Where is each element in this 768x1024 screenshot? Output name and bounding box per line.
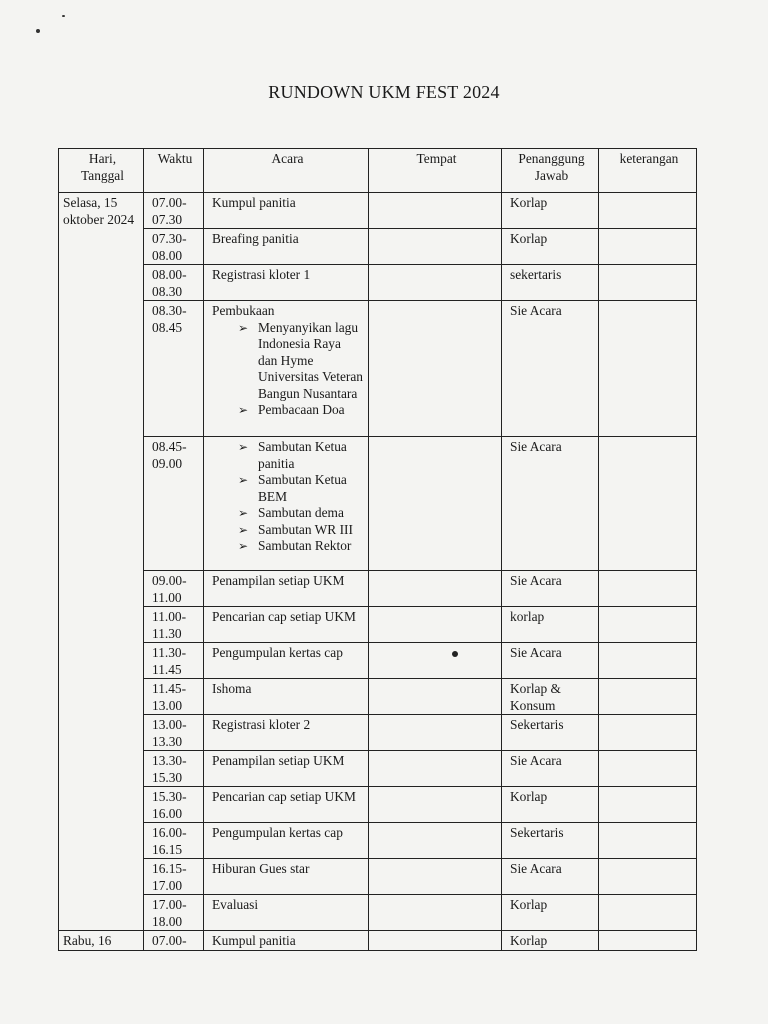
list-item: ➢ Sambutan Rektor: [238, 538, 363, 555]
table-row: [59, 643, 697, 679]
rundown-table: [58, 148, 697, 951]
waktu-cell: 11.30-11.45: [144, 643, 204, 679]
acara-cell: [204, 437, 369, 571]
table-row: [59, 931, 697, 951]
waktu-cell: 07.30-08.00: [144, 229, 204, 265]
table-row: [59, 607, 697, 643]
waktu-cell: 07.00-07.30: [144, 193, 204, 229]
acara-cell: Pengumpulan kertas cap: [204, 643, 369, 679]
acara-cell: Penampilan setiap UKM: [204, 751, 369, 787]
tempat-cell: [369, 571, 502, 607]
ink-spot: [452, 651, 458, 657]
waktu-cell: 11.00-11.30: [144, 607, 204, 643]
keterangan-cell: [599, 679, 697, 715]
waktu-cell: 13.30-15.30: [144, 751, 204, 787]
keterangan-cell: [599, 193, 697, 229]
keterangan-cell: [599, 301, 697, 437]
waktu-cell: 13.00-13.30: [144, 715, 204, 751]
keterangan-cell: [599, 787, 697, 823]
acara-cell: Pencarian cap setiap UKM: [204, 787, 369, 823]
pj-cell: Sekertaris: [502, 715, 599, 751]
tempat-cell: [369, 265, 502, 301]
table-header-row: [59, 149, 697, 193]
waktu-cell: 16.00-16.15: [144, 823, 204, 859]
keterangan-cell: [599, 437, 697, 571]
table-row: [59, 265, 697, 301]
header-hari-tanggal: Hari, Tanggal: [59, 149, 144, 193]
table-row: [59, 193, 697, 229]
tempat-cell: [369, 607, 502, 643]
waktu-cell: 17.00-18.00: [144, 895, 204, 931]
waktu-cell: 09.00-11.00: [144, 571, 204, 607]
keterangan-cell: [599, 607, 697, 643]
tempat-cell: [369, 643, 502, 679]
tempat-cell: [369, 859, 502, 895]
keterangan-cell: [599, 571, 697, 607]
table-row: [59, 787, 697, 823]
list-item: ➢ Sambutan Ketua panitia: [238, 439, 363, 472]
acara-cell: Evaluasi: [204, 895, 369, 931]
acara-cell: Penampilan setiap UKM: [204, 571, 369, 607]
pj-cell: Sie Acara: [502, 571, 599, 607]
waktu-cell: 07.00-: [144, 931, 204, 951]
table-row: [59, 571, 697, 607]
list-item: ➢ Pembacaan Doa: [238, 402, 363, 419]
pj-cell: Korlap: [502, 229, 599, 265]
tempat-cell: [369, 823, 502, 859]
table-row: [59, 301, 697, 437]
waktu-cell: 08.00-08.30: [144, 265, 204, 301]
tempat-cell: [369, 751, 502, 787]
tempat-cell: [369, 895, 502, 931]
list-item: ➢ Sambutan WR III: [238, 522, 363, 539]
acara-cell: Ishoma: [204, 679, 369, 715]
keterangan-cell: [599, 895, 697, 931]
keterangan-cell: [599, 859, 697, 895]
day-cell: Rabu, 16: [59, 931, 144, 951]
tempat-cell: [369, 787, 502, 823]
header-penanggung-jawab: Penanggung Jawab: [502, 149, 599, 193]
table-row: [59, 437, 697, 571]
pj-cell: Korlap: [502, 193, 599, 229]
keterangan-cell: [599, 715, 697, 751]
pj-cell: Sie Acara: [502, 301, 599, 437]
waktu-cell: 08.45-09.00: [144, 437, 204, 571]
tempat-cell: [369, 715, 502, 751]
tempat-cell: [369, 437, 502, 571]
keterangan-cell: [599, 823, 697, 859]
keterangan-cell: [599, 265, 697, 301]
pj-cell: Korlap: [502, 931, 599, 951]
list-item: ➢ Sambutan Ketua BEM: [238, 472, 363, 505]
keterangan-cell: [599, 643, 697, 679]
acara-cell: Pengumpulan kertas cap: [204, 823, 369, 859]
acara-cell: Kumpul panitia: [204, 193, 369, 229]
pj-cell: Sie Acara: [502, 437, 599, 571]
acara-cell: Pencarian cap setiap UKM: [204, 607, 369, 643]
acara-cell: Breafing panitia: [204, 229, 369, 265]
list-item: ➢ Sambutan dema: [238, 505, 363, 522]
acara-cell: [204, 301, 369, 437]
tempat-cell: [369, 679, 502, 715]
sub-agenda-list: [212, 320, 363, 419]
pj-cell: Sie Acara: [502, 643, 599, 679]
waktu-cell: 11.45-13.00: [144, 679, 204, 715]
pj-cell: Korlap & Konsum: [502, 679, 599, 715]
sub-agenda-list: [212, 439, 363, 555]
header-waktu: Waktu: [144, 149, 204, 193]
keterangan-cell: [599, 229, 697, 265]
tempat-cell: [369, 931, 502, 951]
acara-cell: Registrasi kloter 2: [204, 715, 369, 751]
table-row: [59, 895, 697, 931]
acara-cell: Kumpul panitia: [204, 931, 369, 951]
acara-heading: Pembukaan: [212, 303, 275, 318]
table-row: [59, 229, 697, 265]
tempat-cell: [369, 193, 502, 229]
table-row: [59, 679, 697, 715]
table-row: [59, 751, 697, 787]
scan-speck: [62, 15, 65, 17]
pj-cell: sekertaris: [502, 265, 599, 301]
pj-cell: Sie Acara: [502, 859, 599, 895]
pj-cell: Sekertaris: [502, 823, 599, 859]
tempat-cell: [369, 301, 502, 437]
header-keterangan: keterangan: [599, 149, 697, 193]
waktu-cell: 08.30-08.45: [144, 301, 204, 437]
scan-speck: [36, 29, 40, 33]
day-cell: Selasa, 15 oktober 2024: [59, 193, 144, 931]
pj-cell: Korlap: [502, 895, 599, 931]
tempat-cell: [369, 229, 502, 265]
acara-cell: Registrasi kloter 1: [204, 265, 369, 301]
page-title: RUNDOWN UKM FEST 2024: [268, 82, 500, 102]
waktu-cell: 15.30-16.00: [144, 787, 204, 823]
keterangan-cell: [599, 931, 697, 951]
pj-cell: korlap: [502, 607, 599, 643]
waktu-cell: 16.15-17.00: [144, 859, 204, 895]
acara-cell: Hiburan Gues star: [204, 859, 369, 895]
pj-cell: Korlap: [502, 787, 599, 823]
pj-cell: Sie Acara: [502, 751, 599, 787]
table-row: [59, 823, 697, 859]
table-row: [59, 859, 697, 895]
keterangan-cell: [599, 751, 697, 787]
header-acara: Acara: [204, 149, 369, 193]
header-tempat: Tempat: [369, 149, 502, 193]
table-row: [59, 715, 697, 751]
list-item: ➢ Menyanyikan lagu Indonesia Raya dan Hyme Universitas Veteran Bangun Nusantara: [238, 320, 363, 403]
